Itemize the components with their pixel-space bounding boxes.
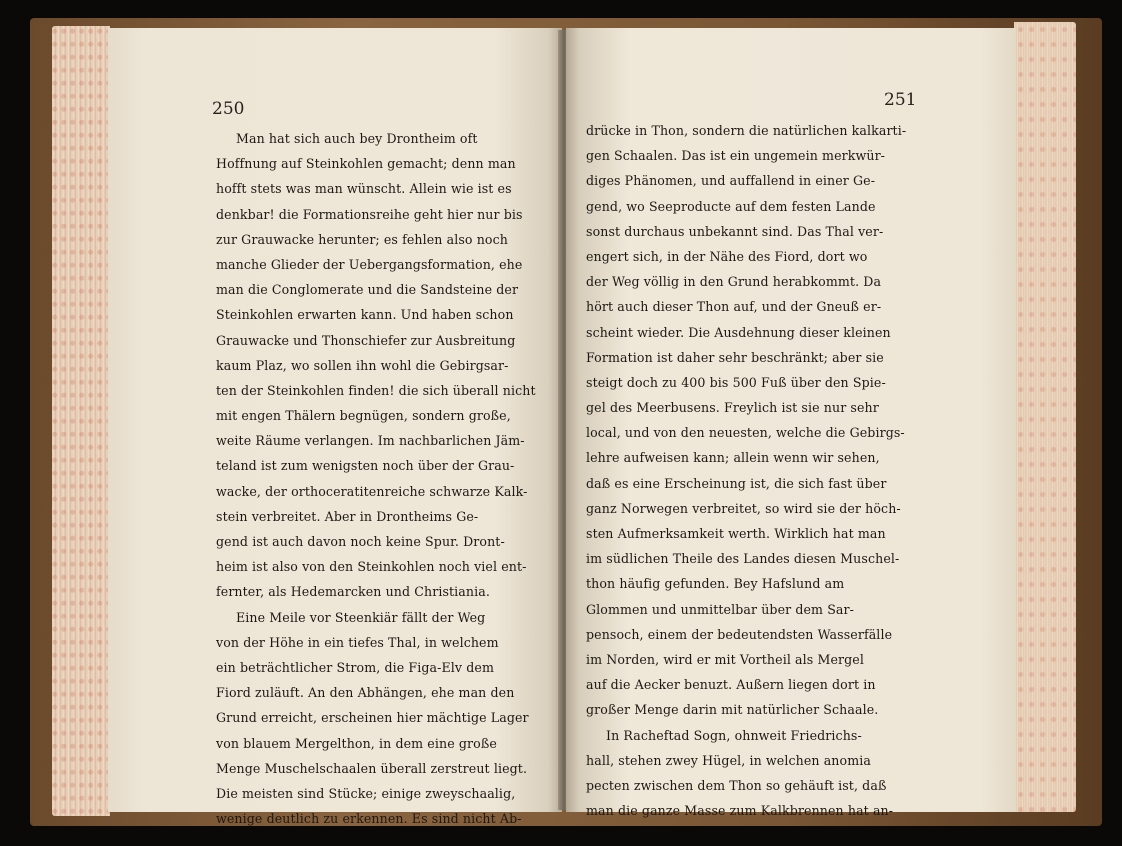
text-line: Die meisten sind Stücke; einige zweyschaalig,	[216, 785, 516, 801]
text-line: pecten zwischen dem Thon so gehäuft ist, daß	[586, 777, 887, 793]
text-line: von der Höhe in ein tiefes Thal, in welchem	[216, 634, 499, 650]
text-line: teland ist zum wenigsten noch über der Grau-	[216, 458, 515, 474]
text-line: ein beträchtlicher Strom, die Figa-Elv dem	[216, 659, 494, 675]
text-line: von blauem Mergelthon, in dem eine große	[216, 735, 497, 751]
right-page-edges	[1014, 22, 1076, 812]
text-line: großer Menge darin mit natürlicher Schaale.	[586, 702, 879, 718]
text-line: sten Aufmerksamkeit werth. Wirklich hat man	[586, 526, 886, 541]
text-line: daß es eine Erscheinung ist, die sich fast über	[586, 475, 887, 491]
left-page	[108, 28, 562, 827]
text-line: Eine Meile vor Steenkiär fällt der Weg	[236, 609, 486, 625]
text-line: ganz Norwegen verbreitet, so wird sie der höch-	[586, 500, 901, 516]
text-line: hört auch dieser Thon auf, und der Gneuß er-	[586, 299, 882, 315]
text-line: scheint wieder. Die Ausdehnung dieser kleinen	[586, 324, 891, 340]
text-line: gel des Meerbusens. Freylich ist sie nur sehr	[586, 400, 879, 416]
text-line: im südlichen Theile des Landes diesen Muschel-	[586, 551, 900, 567]
text-line: denkbar! die Formationsreihe geht hier nur bis	[216, 206, 523, 222]
text-line: lehre aufweisen kann; allein wenn wir sehen,	[586, 450, 880, 466]
text-line: fernter, als Hedemarcken und Christiania.	[216, 584, 490, 600]
text-line: Man hat sich auch bey Drontheim oft	[236, 131, 478, 146]
text-line: kaum Plaz, wo sollen ihn wohl die Gebirgsar-	[216, 357, 509, 373]
page-number: 251	[884, 90, 917, 110]
page-text	[216, 126, 536, 831]
text-line: sonst durchaus unbekannt sind. Das Thal ver-	[586, 223, 884, 239]
text-line: heim ist also von den Steinkohlen noch viel ent-	[216, 559, 527, 575]
page-text	[586, 118, 916, 823]
text-line: man die Conglomerate und die Sandsteine der	[216, 282, 519, 298]
text-line: thon häufig gefunden. Bey Hafslund am	[586, 576, 845, 592]
text-line: diges Phänomen, und auffallend in einer Ge-	[586, 173, 876, 189]
text-line: stein verbreitet. Aber in Drontheims Ge-	[216, 508, 479, 524]
text-line: hall, stehen zwey Hügel, in welchen anomia	[586, 752, 871, 768]
page-number: 250	[212, 99, 245, 119]
text-line: auf die Aecker benuzt. Außern liegen dort in	[586, 677, 876, 693]
right-page	[566, 28, 1016, 819]
text-line: pensoch, einem der bedeutendsten Wasserfälle	[586, 626, 893, 642]
text-line: drücke in Thon, sondern die natürlichen kalkarti-	[586, 123, 907, 138]
text-line: wenige deutlich zu erkennen. Es sind nicht Ab-	[216, 811, 522, 827]
text-line: Fiord zuläuft. An den Abhängen, ehe man den	[216, 685, 515, 701]
text-line: im Norden, wird er mit Vortheil als Mergel	[586, 651, 864, 667]
text-line: man die ganze Masse zum Kalkbrennen hat an-	[586, 803, 894, 819]
text-line: gend ist auch davon noch keine Spur. Dront-	[216, 534, 505, 549]
text-line: steigt doch zu 400 bis 500 Fuß über den Spie-	[586, 374, 886, 390]
text-line: hofft stets was man wünscht. Allein wie ist es	[216, 181, 512, 197]
left-page-edges	[52, 26, 110, 816]
text-line: zur Grauwacke herunter; es fehlen also noch	[216, 231, 508, 247]
text-line: Menge Muschelschaalen überall zerstreut liegt.	[216, 760, 528, 776]
text-line: mit engen Thälern begnügen, sondern große,	[216, 408, 511, 424]
text-line: wacke, der orthoceratitenreiche schwarze Kalk-	[216, 483, 528, 499]
text-line: der Weg völlig in den Grund herabkommt. Da	[586, 274, 882, 290]
text-line: Grund erreicht, erscheinen hier mächtige Lager	[216, 710, 529, 726]
text-line: weite Räume verlangen. Im nachbarlichen Jäm-	[216, 433, 525, 449]
text-line: In Racheftad Sogn, ohnweit Friedrichs-	[606, 727, 862, 743]
text-line: engert sich, in der Nähe des Fiord, dort wo	[586, 248, 868, 264]
text-line: Formation ist daher sehr beschränkt; aber sie	[586, 349, 884, 365]
text-line: Hoffnung auf Steinkohlen gemacht; denn man	[216, 156, 516, 172]
text-line: local, und von den neuesten, welche die Gebirgs-	[586, 425, 905, 441]
text-line: gen Schaalen. Das ist ein ungemein merkwür-	[586, 148, 886, 164]
text-line: ten der Steinkohlen finden! die sich überall nicht	[216, 382, 536, 398]
text-line: Steinkohlen erwarten kann. Und haben schon	[216, 307, 514, 323]
text-line: Grauwacke und Thonschiefer zur Ausbreitung	[216, 332, 516, 348]
text-line: Glommen und unmittelbar über dem Sar-	[586, 601, 855, 617]
text-line: manche Glieder der Uebergangsformation, ehe	[216, 256, 523, 272]
text-line: gend, wo Seeproducte auf dem festen Lande	[586, 198, 876, 214]
